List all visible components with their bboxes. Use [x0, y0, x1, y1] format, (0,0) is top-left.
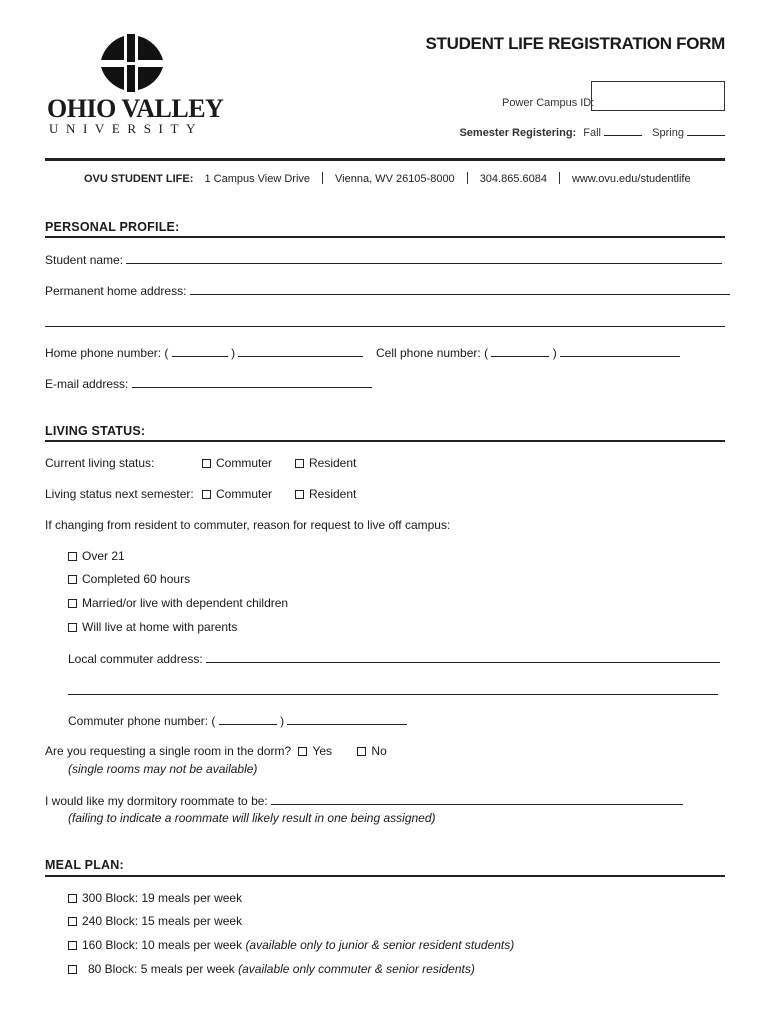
cell-phone-area-field[interactable] [491, 345, 549, 357]
meal-plan-title: MEAL PLAN: [45, 858, 124, 872]
home-address-label: Permanent home address: [45, 284, 187, 298]
paren: ) [280, 714, 285, 728]
contact-city: Vienna, WV 26105-8000 [335, 173, 455, 185]
checkbox[interactable] [68, 623, 77, 632]
contact-phone: 304.865.6084 [479, 173, 547, 185]
commuter-phone-area-field[interactable] [219, 713, 277, 725]
local-address-field-line2[interactable] [68, 694, 718, 695]
semester-label: Semester Registering: [459, 127, 577, 139]
header-divider [45, 158, 725, 161]
meal-note: (available only commuter & senior residents) [238, 962, 475, 976]
home-address-field-line2[interactable] [45, 326, 725, 327]
single-room-note: (single rooms may not be available) [68, 762, 258, 776]
home-address-field[interactable] [190, 283, 730, 295]
cell-phone-field[interactable] [560, 345, 680, 357]
checkbox[interactable] [298, 747, 307, 756]
email-label: E-mail address: [45, 377, 129, 391]
local-address-field[interactable] [206, 651, 720, 663]
meal-option[interactable] [68, 891, 242, 905]
reason-label: Will live at home with parents [82, 620, 238, 634]
single-room-question: Are you requesting a single room in the dorm? [45, 744, 292, 758]
checkbox[interactable] [68, 941, 77, 950]
spring-label: Spring [652, 127, 684, 139]
home-phone-area-field[interactable] [172, 345, 228, 357]
section-divider [45, 236, 725, 238]
home-phone-row [45, 345, 363, 360]
separator [559, 172, 560, 184]
reason-label: Completed 60 hours [82, 572, 191, 586]
paren: ) [552, 346, 557, 360]
single-room-no-option[interactable] [357, 744, 386, 758]
meal-label: 160 Block: 10 meals per week [82, 938, 243, 952]
meal-label: 80 Block: 5 meals per week [88, 962, 235, 976]
reason-option[interactable] [68, 596, 288, 610]
reason-label: Over 21 [82, 549, 125, 563]
local-address-label: Local commuter address: [68, 652, 203, 666]
cell-phone-row [376, 345, 680, 360]
roommate-row [45, 793, 683, 808]
changing-question: If changing from resident to commuter, reason for request to live off campus: [45, 518, 451, 532]
checkbox[interactable] [295, 490, 304, 499]
home-phone-label: Home phone number: ( [45, 346, 169, 360]
current-status-label: Current living status: [45, 456, 155, 470]
student-name-row [45, 252, 722, 267]
semester-row [459, 124, 725, 139]
meal-option[interactable] [68, 938, 514, 952]
option-label: No [371, 744, 387, 758]
university-logo [98, 34, 166, 92]
student-name-label: Student name: [45, 253, 124, 267]
contact-line [84, 172, 691, 185]
meal-option[interactable] [68, 962, 475, 976]
checkbox[interactable] [68, 575, 77, 584]
section-divider [45, 875, 725, 877]
meal-option[interactable] [68, 914, 242, 928]
roommate-field[interactable] [271, 793, 683, 805]
personal-profile-title: PERSONAL PROFILE: [45, 220, 180, 234]
checkbox[interactable] [68, 552, 77, 561]
option-label: Commuter [216, 487, 273, 501]
option-label: Resident [309, 487, 357, 501]
next-commuter-option[interactable] [202, 487, 272, 501]
commuter-phone-row [68, 713, 407, 728]
checkbox[interactable] [68, 965, 77, 974]
current-commuter-option[interactable] [202, 456, 272, 470]
form-title: STUDENT LIFE REGISTRATION FORM [425, 34, 725, 53]
paren: ) [231, 346, 236, 360]
meal-label: 240 Block: 15 meals per week [82, 914, 243, 928]
checkbox[interactable] [295, 459, 304, 468]
power-campus-id-input[interactable] [591, 81, 725, 111]
reason-option[interactable] [68, 620, 237, 634]
logo-wordmark-line1: OHIO VALLEY [47, 94, 224, 123]
commuter-phone-field[interactable] [287, 713, 407, 725]
fall-label: Fall [583, 127, 602, 139]
next-status-label: Living status next semester: [45, 487, 194, 501]
option-label: Resident [309, 456, 357, 470]
option-label: Commuter [216, 456, 273, 470]
meal-note: (available only to junior & senior resident students) [245, 938, 515, 952]
roommate-note: (failing to indicate a roommate will likely result in one being assigned) [68, 811, 436, 825]
reason-option[interactable] [68, 549, 125, 563]
reason-label: Married/or live with dependent children [82, 596, 289, 610]
cell-phone-label: Cell phone number: ( [376, 346, 489, 360]
next-resident-option[interactable] [295, 487, 356, 501]
section-divider [45, 440, 725, 442]
checkbox[interactable] [357, 747, 366, 756]
home-phone-field[interactable] [238, 345, 363, 357]
logo-wordmark-line2: UNIVERSITY [49, 121, 203, 136]
contact-label: OVU STUDENT LIFE: [84, 173, 194, 185]
commuter-phone-label: Commuter phone number: ( [68, 714, 216, 728]
roommate-label: I would like my dormitory roommate to be: [45, 794, 268, 808]
option-label: Yes [312, 744, 333, 758]
checkbox[interactable] [68, 599, 77, 608]
separator [467, 172, 468, 184]
local-address-row [68, 651, 720, 666]
cross-seal-icon [98, 34, 166, 92]
home-address-row [45, 283, 730, 298]
meal-label: 300 Block: 19 meals per week [82, 891, 243, 905]
single-room-yes-option[interactable] [298, 744, 332, 758]
checkbox[interactable] [68, 894, 77, 903]
single-room-row [45, 744, 387, 758]
reason-option[interactable] [68, 572, 190, 586]
contact-web[interactable]: www.ovu.edu/studentlife [571, 173, 691, 185]
student-name-field[interactable] [126, 252, 722, 264]
power-campus-label: Power Campus ID: [502, 97, 595, 109]
separator [322, 172, 323, 184]
checkbox[interactable] [202, 490, 211, 499]
spring-field[interactable] [687, 124, 725, 136]
current-resident-option[interactable] [295, 456, 356, 470]
checkbox[interactable] [202, 459, 211, 468]
contact-address: 1 Campus View Drive [204, 173, 311, 185]
living-status-title: LIVING STATUS: [45, 424, 146, 438]
fall-field[interactable] [604, 124, 642, 136]
email-row [45, 376, 372, 391]
checkbox[interactable] [68, 917, 77, 926]
email-field[interactable] [132, 376, 372, 388]
